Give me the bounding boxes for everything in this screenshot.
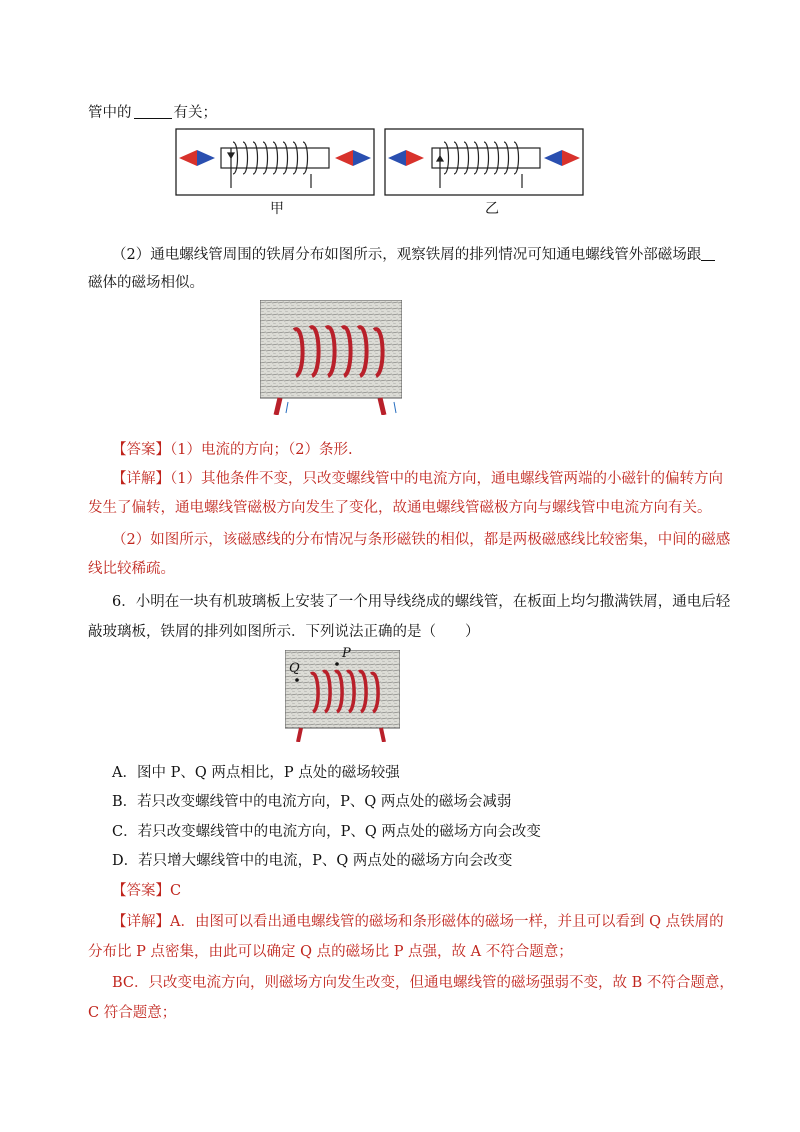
detail-tag: 【详解】: [112, 914, 170, 930]
q5-line1: [88, 101, 217, 122]
detail-text: （1）其他条件不变，只改变螺线管中的电流方向，通电螺线管两端的小磁针的偏转方向: [170, 471, 723, 487]
q6-option-d[interactable]: D．若只增大螺线管中的电流，P、Q 两点处的磁场方向会改变: [112, 853, 513, 869]
answer-text: （1）电流的方向；（2）条形.: [170, 442, 353, 458]
iron-filings-photo-pq: [285, 650, 400, 742]
fill-blank: [134, 104, 172, 119]
q5-part2-text: （2）通电螺线管周围的铁屑分布如图所示，观察铁屑的排列情况可知通电螺线管外部磁场跟: [112, 247, 702, 263]
q5-line1-a: 管中的: [88, 105, 132, 121]
q5-answer: [112, 438, 353, 459]
q5-part2-line1: [112, 243, 715, 264]
q5-detail-line2: 发生了偏转，通电螺线管磁极方向发生了变化，故通电螺线管磁极方向与螺线管中电流方向有关。: [88, 500, 712, 516]
q6-stem-line2: 敲玻璃板，铁屑的排列如图所示．下列说法正确的是（ ）: [88, 624, 480, 640]
q6-option-b[interactable]: B．若只改变螺线管中的电流方向，P、Q 两点处的磁场会减弱: [112, 794, 512, 810]
figure-yi: [384, 128, 584, 196]
point-p-dot: [335, 662, 339, 666]
figure-jia-label: 甲: [270, 201, 284, 217]
detail-text: A．由图可以看出通电螺线管的磁场和条形磁体的磁场一样，并且可以看到 Q 点铁屑的: [170, 914, 724, 930]
detail-tag: 【详解】: [112, 471, 170, 487]
q6-detail-line2: 分布比 P 点密集，由此可以确定 Q 点的磁场比 P 点强，故 A 不符合题意；: [88, 944, 573, 960]
answer-tag: 【答案】: [112, 883, 170, 899]
point-q-dot: [295, 678, 299, 682]
iron-filings-photo: [260, 300, 402, 415]
figure-yi-label: 乙: [485, 201, 499, 217]
q6-detail-line3: BC．只改变电流方向，则磁场方向发生改变，但通电螺线管的磁场强弱不变，故 B 不符合题意，: [112, 975, 734, 991]
figure-jia: [175, 128, 375, 196]
q6-stem-line1: 6．小明在一块有机玻璃板上安装了一个用导线绕成的螺线管，在板面上均匀撒满铁屑，通电后轻: [112, 594, 731, 610]
q6-detail-line1: [112, 910, 724, 931]
q6-detail-line4: C 符合题意；: [88, 1005, 177, 1021]
point-q-label: Q: [289, 661, 300, 676]
q5-part2-line2: 磁体的磁场相似。: [88, 275, 204, 291]
q5-detail-line4: 线比较稀疏。: [88, 561, 175, 577]
answer-text: C: [170, 883, 182, 899]
q6-option-c[interactable]: C．若只改变螺线管中的电流方向，P、Q 两点处的磁场方向会改变: [112, 824, 541, 840]
answer-tag: 【答案】: [112, 442, 170, 458]
q6-option-a[interactable]: A．图中 P、Q 两点相比，P 点处的磁场较强: [112, 765, 400, 781]
q5-line1-b: 有关；: [173, 105, 217, 121]
q6-answer: [112, 879, 181, 900]
q5-detail-line1: [112, 467, 723, 488]
fill-blank: [701, 246, 715, 261]
point-p-label: P: [342, 646, 351, 661]
q5-detail-line3: （2）如图所示，该磁感线的分布情况与条形磁铁的相似，都是两极磁感线比较密集，中间的磁感: [112, 532, 731, 548]
